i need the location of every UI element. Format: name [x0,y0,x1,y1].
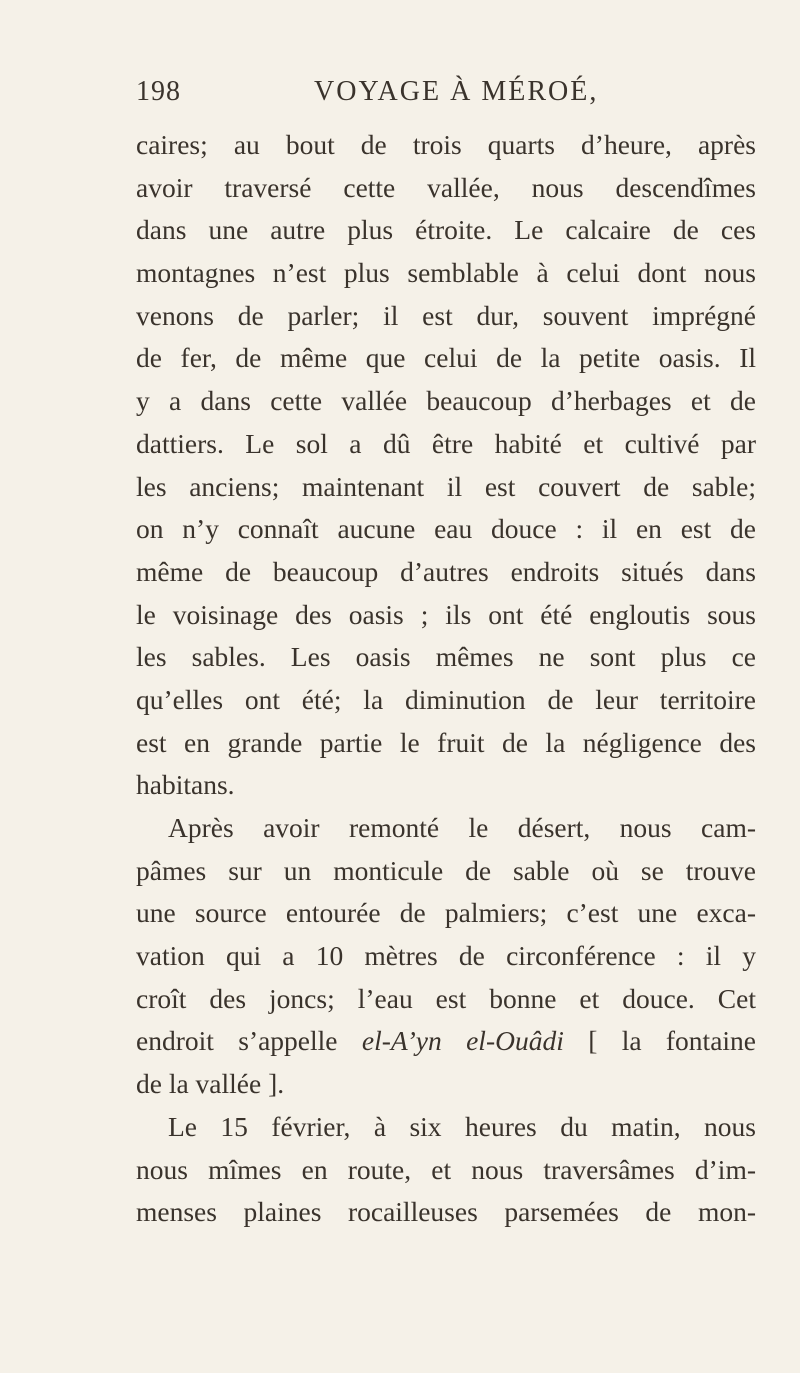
place-name-italic: el-A’yn el-Ouâdi [361,1025,564,1057]
text-line: avoir traversé cette vallée, nous descendîmes [136,171,756,203]
line-text-after: [ la fontaine [563,1025,757,1057]
text-line: montagnes n’est plus semblable à celui dont nous [136,257,756,289]
page-number: 198 [136,76,181,107]
text-line: venons de parler; il est dur, souvent imprégné [136,299,756,331]
paragraph-start-line: Après avoir remonté le désert, nous cam- [168,812,756,843]
text-line: les sables. Les oasis mêmes ne sont plus ce [136,641,756,673]
text-line: pâmes sur un monticule de sable où se trouve [136,854,756,886]
text-line: menses plaines rocailleuses parsemées de mon- [136,1196,756,1228]
text-line: y a dans cette vallée beaucoup d’herbages et de [136,385,756,417]
running-title: VOYAGE À MÉROÉ, [314,76,599,107]
text-line: est en grande partie le fruit de la négligence des [136,726,756,758]
body-text [136,124,756,1234]
text-line-with-place-name [136,1020,756,1063]
text-line: les anciens; maintenant il est couvert de sable; [136,470,756,502]
text-line: même de beaucoup d’autres endroits situés dans [136,555,756,587]
text-line: nous mîmes en route, et nous traversâmes d’im- [136,1153,756,1185]
text-line: dans une autre plus étroite. Le calcaire de ces [136,214,756,246]
text-line: le voisinage des oasis ; ils ont été engloutis sous [136,598,756,630]
text-line: une source entourée de palmiers; c’est une exca- [136,897,756,929]
text-line: caires; au bout de trois quarts d’heure, après [136,129,756,160]
text-line: on n’y connaît aucune eau douce : il en est de [136,513,756,545]
text-line: dattiers. Le sol a dû être habité et cultivé par [136,427,756,459]
line-text-before: endroit s’appelle [136,1025,362,1057]
paragraph-start-line: Le 15 février, à six heures du matin, nous [168,1110,756,1142]
text-line: de la vallée ]. [136,1068,285,1100]
text-line: croît des joncs; l’eau est bonne et douce. Cet [136,982,756,1014]
text-line: vation qui a 10 mètres de circonférence : il y [136,940,756,972]
text-line: de fer, de même que celui de la petite oasis. Il [136,342,756,374]
running-head [136,76,756,116]
text-line: habitans. [136,769,235,801]
text-line: qu’elles ont été; la diminution de leur territoire [136,683,756,715]
